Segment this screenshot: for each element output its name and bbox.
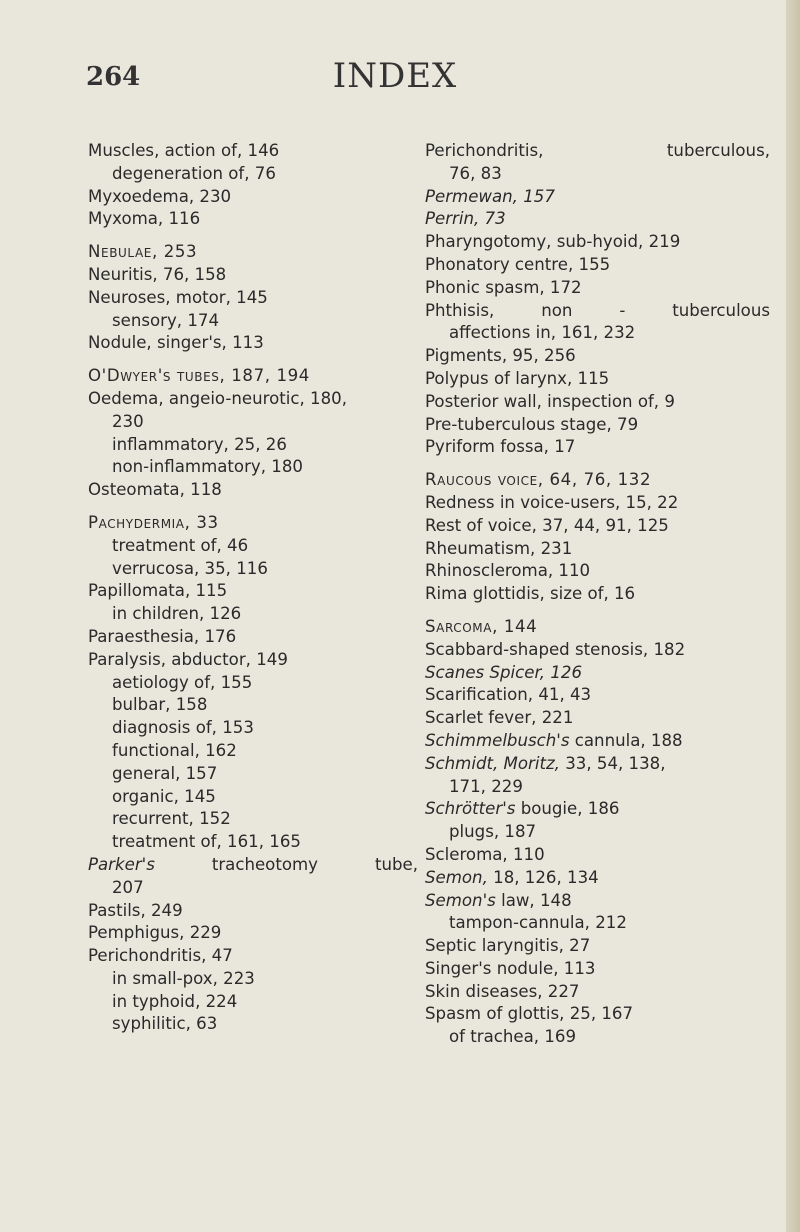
index-subentry: syphilitic, 63 xyxy=(112,1014,218,1034)
entry-word: tracheotomy xyxy=(211,854,318,874)
index-entry: Scarlet fever, 221 xyxy=(425,708,574,728)
index-entry: Posterior wall, inspection of, 9 xyxy=(425,391,675,411)
index-entry xyxy=(425,798,770,821)
index-entry: Phonatory centre, 155 xyxy=(425,254,611,274)
index-entry: Neuritis, 76, 158 xyxy=(88,264,227,284)
entry-word: bougie, 186 xyxy=(520,799,620,819)
entry-author-name: Semon's xyxy=(425,890,496,910)
entry-author-name: Schmidt, Moritz, xyxy=(425,753,560,773)
index-letter-heading-entry: Nebulae, 253 xyxy=(88,242,198,262)
entry-word: tuberculous xyxy=(672,300,770,320)
index-entry: Scabbard-shaped stenosis, 182 xyxy=(425,639,686,659)
index-subentry: organic, 145 xyxy=(112,786,216,806)
page-title: INDEX xyxy=(332,56,458,96)
entry-author-name: Schrötter's xyxy=(425,799,516,819)
index-entry: Myxoma, 116 xyxy=(88,209,201,229)
index-entry: Pigments, 95, 256 xyxy=(425,346,576,366)
index-subentry: in children, 126 xyxy=(112,604,242,624)
index-subentry: aetiology of, 155 xyxy=(112,672,253,692)
entry-word: - xyxy=(619,300,626,320)
index-entry: Perichondritis, 47 xyxy=(88,946,233,966)
page-number: 264 xyxy=(86,62,141,92)
index-entry: Rheumatism, 231 xyxy=(425,538,573,558)
index-entry-author: Scanes Spicer, 126 xyxy=(425,662,582,682)
index-entry: Skin diseases, 227 xyxy=(425,981,580,1001)
entry-word: Phthisis, xyxy=(425,300,495,320)
index-entry-author: Perrin, 73 xyxy=(425,209,506,229)
index-entry-continuation: 76, 83 xyxy=(449,163,502,183)
index-entry: Pastils, 249 xyxy=(88,900,183,920)
index-column-left xyxy=(88,140,418,1036)
page-edge xyxy=(786,0,800,1232)
index-entry: Paralysis, abductor, 149 xyxy=(88,649,288,669)
entry-word: tuberculous, xyxy=(666,141,770,160)
index-entry xyxy=(425,753,770,776)
index-entry xyxy=(425,890,770,913)
index-entry: Paraesthesia, 176 xyxy=(88,626,237,646)
index-subentry: inflammatory, 25, 26 xyxy=(112,434,287,454)
index-entry: Rest of voice, 37, 44, 91, 125 xyxy=(425,515,669,535)
index-subentry: of trachea, 169 xyxy=(449,1027,577,1047)
entry-word: law, 148 xyxy=(501,890,572,910)
entry-word: 33, 54, 138, xyxy=(565,753,666,773)
index-entry: Oedema, angeio-neurotic, 180, xyxy=(88,388,347,408)
index-subentry: treatment of, 46 xyxy=(112,535,249,555)
index-subentry: bulbar, 158 xyxy=(112,695,208,715)
index-subentry: treatment of, 161, 165 xyxy=(112,832,301,852)
index-subentry: sensory, 174 xyxy=(112,310,220,330)
index-subentry: verrucosa, 35, 116 xyxy=(112,558,268,578)
index-entry xyxy=(425,300,770,323)
index-entry: Rima glottidis, size of, 16 xyxy=(425,584,636,604)
index-subentry: in small-pox, 223 xyxy=(112,968,255,988)
index-entry: Pre-tuberculous stage, 79 xyxy=(425,414,639,434)
index-letter-heading-entry: O'Dwyer's tubes, 187, 194 xyxy=(88,366,310,386)
index-letter-heading-entry: Sarcoma, 144 xyxy=(425,616,538,636)
index-entry xyxy=(425,140,770,163)
index-entry: Muscles, action of, 146 xyxy=(88,141,280,160)
index-subentry: diagnosis of, 153 xyxy=(112,718,254,738)
index-subentry: plugs, 187 xyxy=(449,822,537,842)
index-subentry: affections in, 161, 232 xyxy=(449,323,636,343)
index-entry: Scleroma, 110 xyxy=(425,844,545,864)
index-subentry: degeneration of, 76 xyxy=(112,163,276,183)
index-subentry: functional, 162 xyxy=(112,740,237,760)
index-entry: Phonic spasm, 172 xyxy=(425,277,582,297)
entry-author-name: Schimmelbusch's xyxy=(425,730,570,750)
index-letter-heading-entry: Raucous voice, 64, 76, 132 xyxy=(425,470,652,490)
index-entry-author: Permewan, 157 xyxy=(425,186,555,206)
page-header xyxy=(0,56,800,106)
index-subentry: tampon-cannula, 212 xyxy=(449,913,627,933)
entry-word: non xyxy=(541,300,573,320)
index-entry: Redness in voice-users, 15, 22 xyxy=(425,492,679,512)
index-entry: Spasm of glottis, 25, 167 xyxy=(425,1004,634,1024)
index-entry: Pyriform fossa, 17 xyxy=(425,437,576,457)
index-entry: Pemphigus, 229 xyxy=(88,923,222,943)
entry-word: Perichondritis, xyxy=(425,141,544,160)
entry-word: cannula, 188 xyxy=(574,730,683,750)
index-entry xyxy=(425,730,770,753)
index-entry xyxy=(88,854,418,877)
index-subentry: recurrent, 152 xyxy=(112,809,231,829)
index-entry-continuation: 230 xyxy=(112,411,144,431)
index-subentry: in typhoid, 224 xyxy=(112,991,238,1011)
index-entry: Papillomata, 115 xyxy=(88,581,228,601)
index-entry: Osteomata, 118 xyxy=(88,480,222,500)
index-entry: Nodule, singer's, 113 xyxy=(88,333,264,353)
index-entry: Neuroses, motor, 145 xyxy=(88,287,268,307)
index-entry: Pharyngotomy, sub-hyoid, 219 xyxy=(425,232,681,252)
index-entry xyxy=(425,867,770,890)
index-letter-heading-entry: Pachydermia, 33 xyxy=(88,512,219,532)
index-subentry: general, 157 xyxy=(112,763,218,783)
index-entry-continuation: 171, 229 xyxy=(449,776,523,796)
index-subentry: non-inflammatory, 180 xyxy=(112,457,303,477)
index-entry: Polypus of larynx, 115 xyxy=(425,368,610,388)
entry-author-name: Semon, xyxy=(425,867,488,887)
index-entry-continuation: 207 xyxy=(112,877,144,897)
index-entry: Scarification, 41, 43 xyxy=(425,685,592,705)
entry-author-name: Parker's xyxy=(88,854,155,874)
index-entry: Rhinoscleroma, 110 xyxy=(425,561,591,581)
index-entry: Singer's nodule, 113 xyxy=(425,958,596,978)
index-entry: Myxoedema, 230 xyxy=(88,186,232,206)
index-entry: Septic laryngitis, 27 xyxy=(425,936,591,956)
entry-word: 18, 126, 134 xyxy=(493,867,599,887)
entry-word: tube, xyxy=(374,854,418,874)
index-column-right xyxy=(425,140,770,1049)
